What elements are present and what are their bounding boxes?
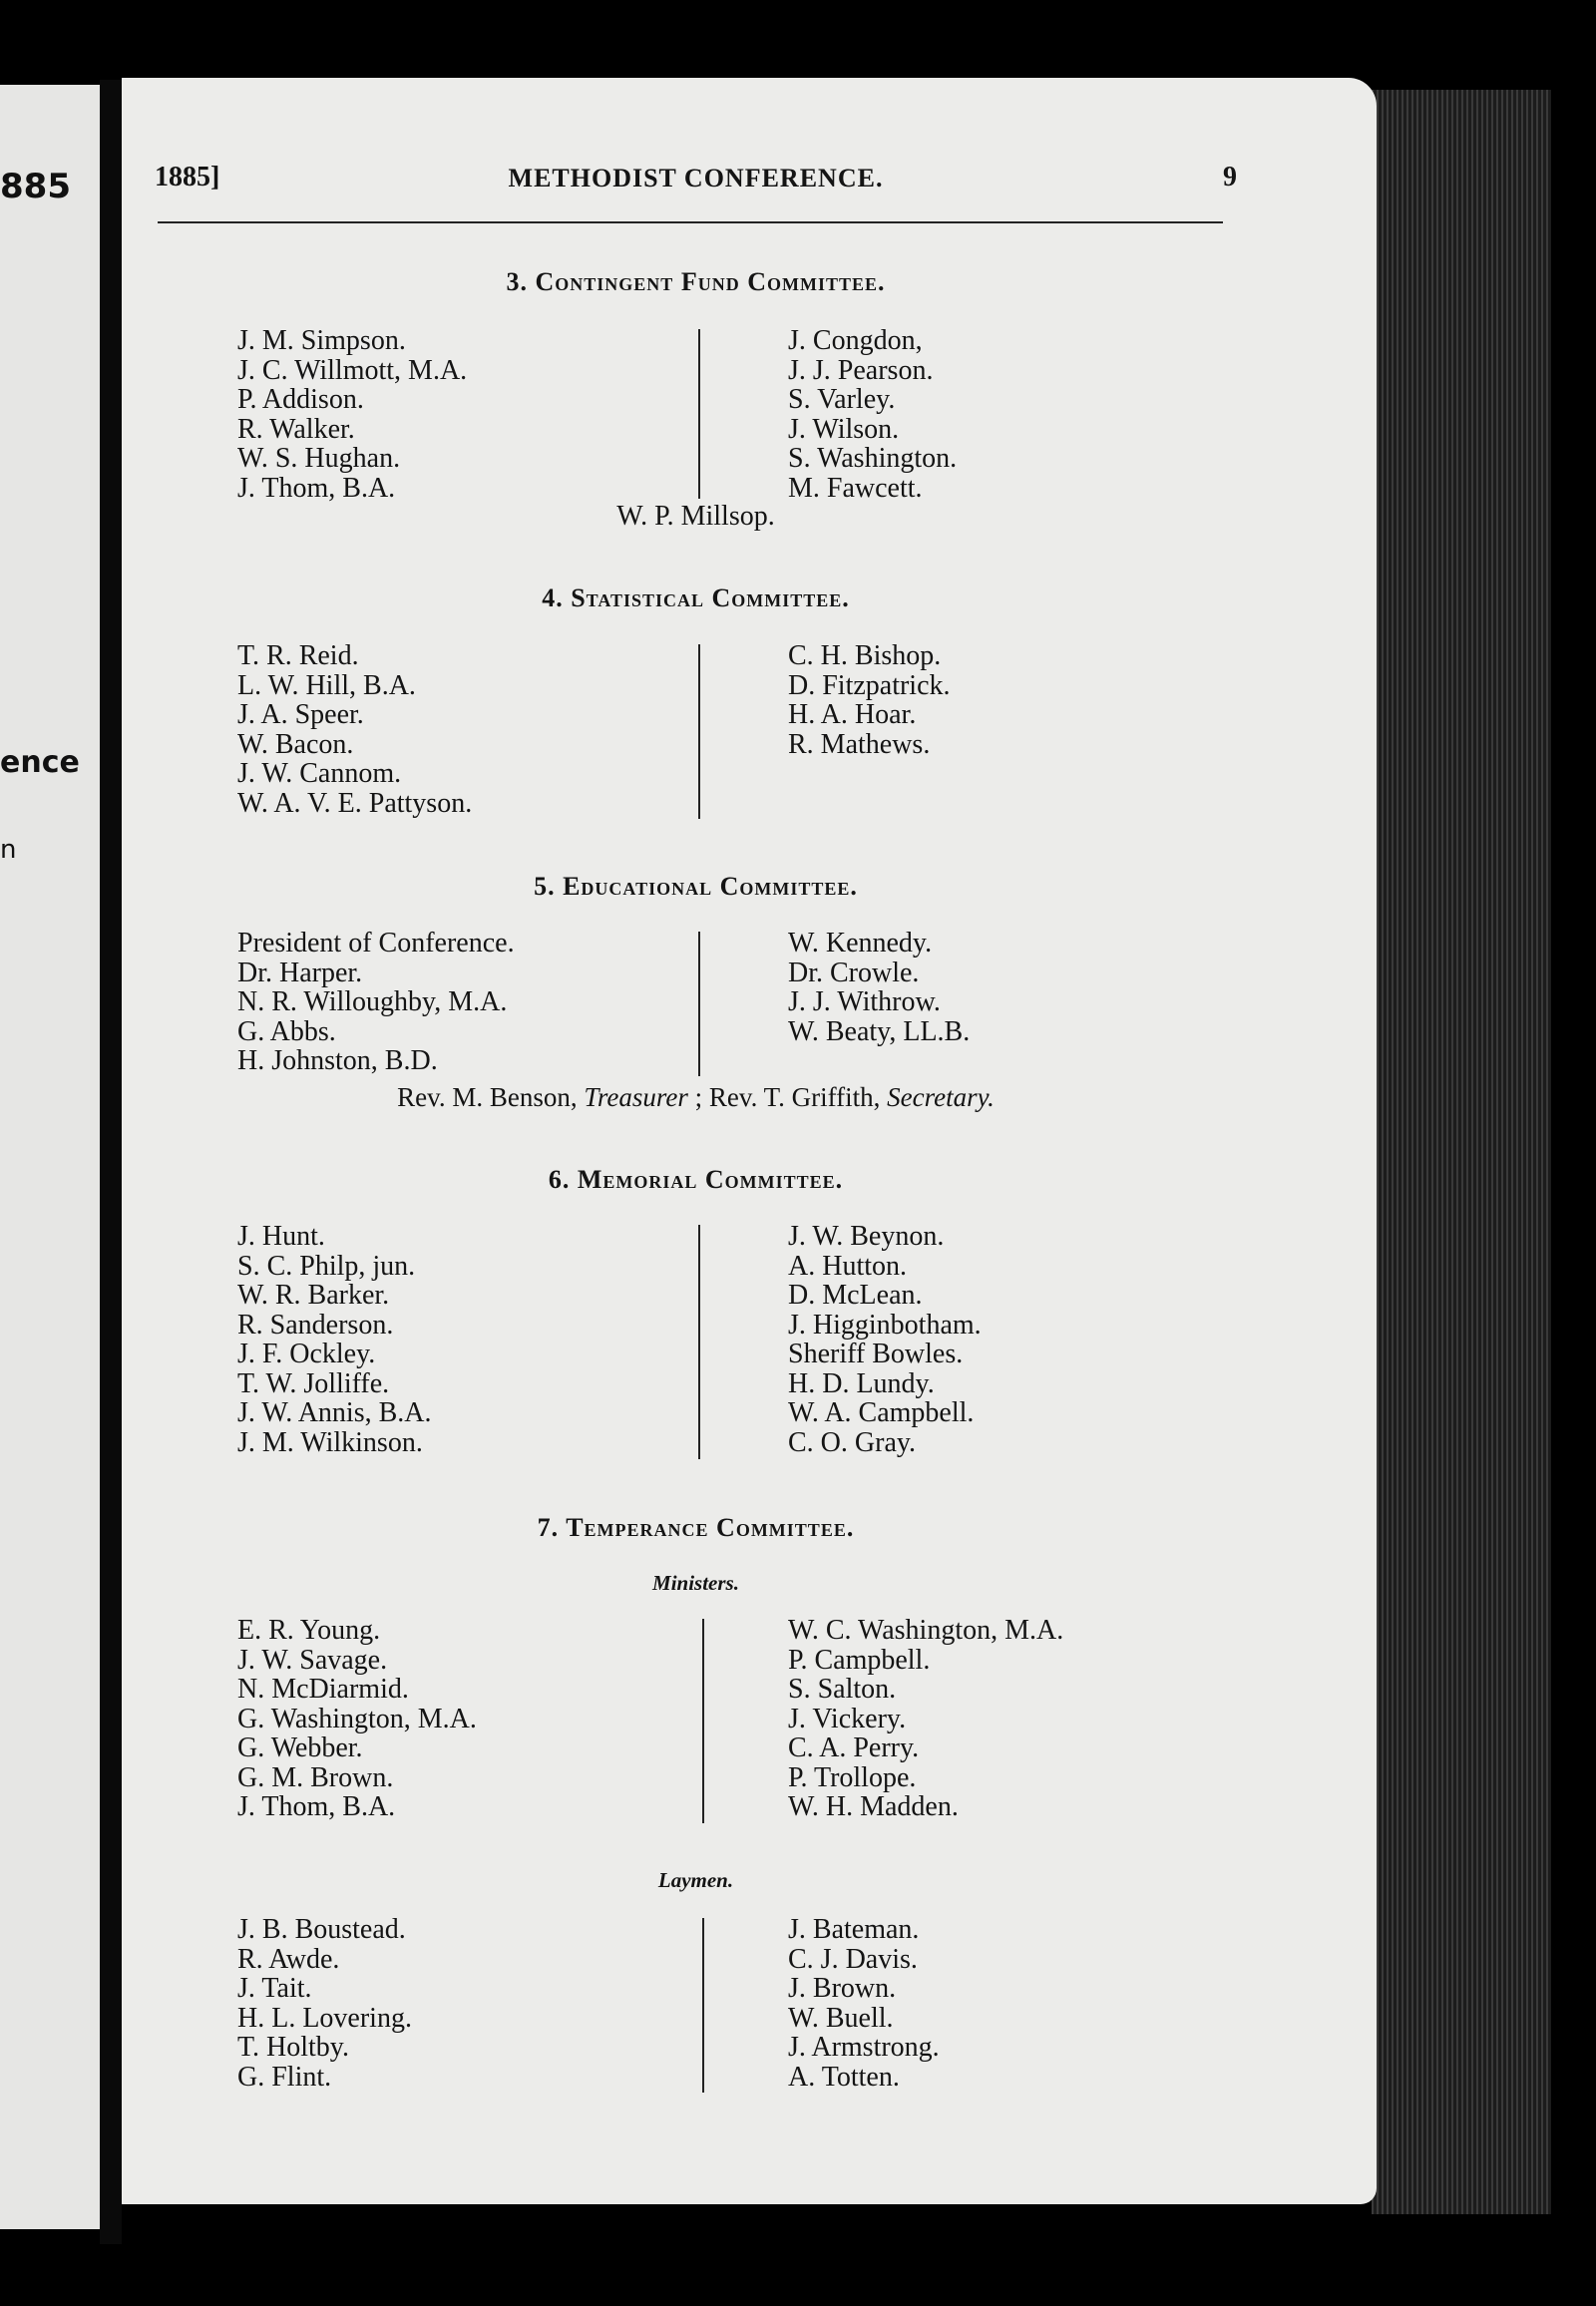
committee-left-column [237, 326, 467, 503]
ministers-right-column [788, 1616, 1063, 1822]
member-name: J. Higginbotham. [788, 1309, 982, 1341]
member-name: H. Johnston, B.D. [237, 1045, 438, 1076]
page-edges [1372, 90, 1551, 2214]
officer-role: Treasurer [584, 1082, 688, 1112]
member-name: W. C. Washington, M.A. [788, 1615, 1064, 1646]
member-name: P. Addison. [237, 384, 364, 415]
header-rule [158, 221, 1223, 223]
member-name: J. J. Pearson. [788, 354, 934, 386]
member-name: T. R. Reid. [237, 640, 359, 671]
member-name: M. Fawcett. [788, 472, 923, 504]
member-name: J. W. Beynon. [788, 1221, 945, 1252]
member-name: W. A. V. E. Pattyson. [237, 787, 473, 819]
member-name: C. J. Davis. [788, 1943, 918, 1975]
left-page-fragment [0, 85, 100, 2229]
member-name: T. W. Jolliffe. [237, 1367, 390, 1399]
member-name: P. Trollope. [788, 1761, 917, 1793]
member-name: S. C. Philp, jun. [237, 1250, 416, 1282]
committee-right-column [788, 1222, 982, 1457]
member-name: C. A. Perry. [788, 1732, 920, 1763]
laymen-right-column [788, 1915, 940, 2092]
member-name: J. Bateman. [788, 1914, 920, 1945]
column-divider [702, 1918, 704, 2093]
member-name: H. L. Lovering. [237, 2002, 412, 2034]
member-name: H. D. Lundy. [788, 1367, 935, 1399]
member-name: R. Walker. [237, 413, 355, 445]
officer-role: Secretary. [887, 1082, 995, 1112]
member-name: W. Kennedy. [788, 928, 933, 959]
member-name: President of Conference. [237, 928, 515, 959]
column-divider [698, 329, 700, 499]
committee-right-column [788, 326, 957, 503]
member-name: R. Sanderson. [237, 1309, 394, 1341]
left-page-word-fragment: ence [0, 745, 80, 780]
member-name: J. W. Savage. [237, 1644, 388, 1676]
section-heading: 3. Contingent Fund Committee. [506, 267, 886, 296]
section-heading: 5. Educational Committee. [534, 872, 858, 901]
officers-text: Rev. M. Benson, [397, 1082, 585, 1112]
member-name: J. C. Willmott, M.A. [237, 354, 468, 386]
committee-right-column [788, 641, 951, 759]
member-name: J. A. Speer. [237, 699, 364, 730]
left-page-year-fragment: 885 [0, 167, 71, 206]
member-name: H. A. Hoar. [788, 699, 917, 730]
member-name: Sheriff Bowles. [788, 1339, 964, 1369]
member-name: S. Varley. [788, 384, 896, 415]
member-name: W. Buell. [788, 2002, 894, 2034]
member-name: R. Awde. [237, 1943, 340, 1975]
laymen-left-column [237, 1915, 412, 2092]
member-name: L. W. Hill, B.A. [237, 669, 416, 701]
member-name: E. R. Young. [237, 1615, 381, 1646]
member-name: S. Washington. [788, 443, 958, 474]
column-divider [698, 932, 700, 1076]
member-name: S. Salton. [788, 1674, 897, 1705]
member-name: A. Hutton. [788, 1250, 907, 1282]
member-name: W. S. Hughan. [237, 443, 401, 474]
member-name: T. Holtby. [237, 2032, 349, 2063]
member-name: G. Flint. [237, 2061, 332, 2093]
member-name: Dr. Harper. [237, 957, 363, 988]
member-name: C. O. Gray. [788, 1426, 917, 1458]
header-title: METHODIST CONFERENCE. [508, 164, 884, 192]
member-name: J. Hunt. [237, 1221, 325, 1252]
member-name: J. W. Annis, B.A. [237, 1397, 432, 1428]
committee-right-column [788, 929, 970, 1046]
member-name: J. Wilson. [788, 413, 900, 445]
member-name: W. R. Barker. [237, 1280, 390, 1311]
member-name: J. Thom, B.A. [237, 472, 396, 504]
column-divider [702, 1619, 704, 1823]
page-number: 9 [1223, 162, 1237, 192]
member-name: P. Campbell. [788, 1644, 931, 1676]
member-name: W. H. Madden. [788, 1791, 959, 1822]
member-name: J. B. Boustead. [237, 1914, 406, 1945]
member-name: J. Brown. [788, 1973, 897, 2004]
member-name: N. McDiarmid. [237, 1674, 409, 1705]
member-name: J. Vickery. [788, 1703, 907, 1734]
member-name: G. Abbs. [237, 1015, 336, 1047]
officers-line [155, 1082, 1237, 1113]
member-name: W. Beaty, LL.B. [788, 1015, 971, 1047]
member-name: J. M. Simpson. [237, 325, 406, 356]
member-name: J. F. Ockley. [237, 1339, 376, 1369]
committee-left-column [237, 929, 515, 1076]
member-name: D. McLean. [788, 1280, 923, 1311]
member-name: N. R. Willoughby, M.A. [237, 986, 508, 1017]
subheading-laymen: Laymen. [657, 1868, 734, 1892]
column-divider [698, 1225, 700, 1459]
member-name: J. W. Cannom. [237, 758, 402, 789]
member-name: D. Fitzpatrick. [788, 669, 951, 701]
committee-left-column [237, 641, 472, 818]
member-name: J. Thom, B.A. [237, 1791, 396, 1822]
column-divider [698, 644, 700, 819]
book-spine [100, 80, 122, 2244]
member-name: W. A. Campbell. [788, 1397, 975, 1428]
officers-text: ; Rev. T. Griffith, [687, 1082, 888, 1112]
section-heading: 6. Memorial Committee. [548, 1165, 844, 1194]
member-name: J. Congdon, [788, 325, 923, 356]
member-name: Dr. Crowle. [788, 957, 920, 988]
section-heading: 7. Temperance Committee. [537, 1513, 855, 1542]
member-name: J. Tait. [237, 1973, 312, 2004]
left-page-letter-fragment: n [0, 835, 17, 865]
section-heading: 4. Statistical Committee. [542, 583, 850, 612]
member-name: R. Mathews. [788, 728, 931, 760]
running-head [155, 162, 1237, 201]
member-name: W. Bacon. [237, 728, 354, 760]
committee-footer-name: W. P. Millsop. [616, 501, 775, 532]
member-name: C. H. Bishop. [788, 640, 942, 671]
member-name: G. Webber. [237, 1732, 363, 1763]
member-name: J. Armstrong. [788, 2032, 940, 2063]
member-name: G. Washington, M.A. [237, 1703, 477, 1734]
committee-left-column [237, 1222, 432, 1457]
member-name: J. J. Withrow. [788, 986, 941, 1017]
header-year: 1885] [155, 162, 220, 192]
member-name: G. M. Brown. [237, 1761, 394, 1793]
member-name: J. M. Wilkinson. [237, 1426, 423, 1458]
ministers-left-column [237, 1616, 477, 1822]
subheading-ministers: Ministers. [652, 1571, 739, 1595]
member-name: A. Totten. [788, 2061, 900, 2093]
